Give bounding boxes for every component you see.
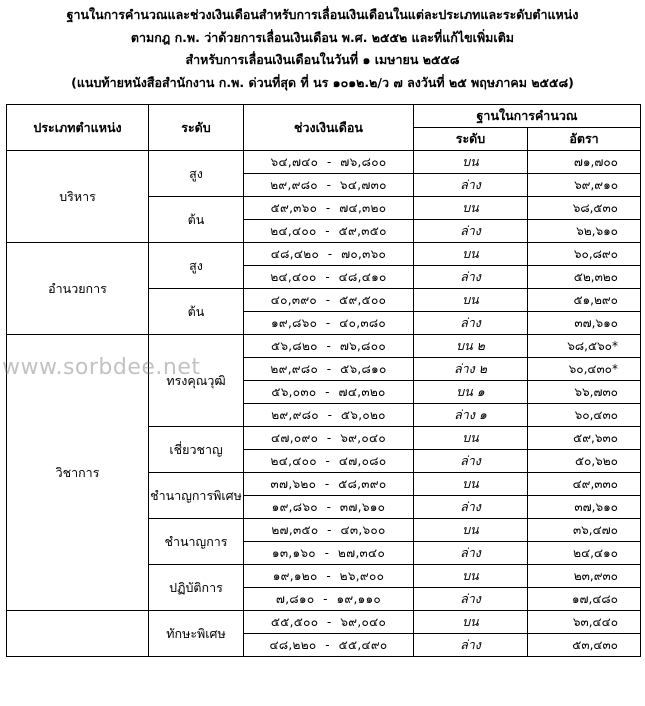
header-line-1: ฐานในการคำนวณและช่วงเงินเดือนสำหรับการเลื่อนเงินเดือนในแต่ละประเภทและระดับตำแหน่ง [66,7,579,22]
range-to: ๕๕,๔๙๐ [338,637,388,652]
basis-rate-cell: ๖๓,๔๔๐ [528,611,641,634]
range-from: ๔๗,๐๙๐ [271,430,319,445]
range-separator: - [326,177,332,192]
range-from: ๑๙,๘๖๐ [271,499,318,514]
range-to: ๗๔,๓๒๐ [339,200,387,215]
col-header-type: ประเภทตำแหน่ง [7,105,149,151]
position-level-cell: ต้น [149,289,244,335]
basis-rate-cell: ๔๙,๓๓๐ [528,473,641,496]
basis-rate-cell: ๗๑,๗๐๐ [528,151,641,174]
salary-range-cell [244,473,414,496]
salary-range-cell [244,450,414,473]
position-level-cell: ทรงคุณวุฒิ [149,335,244,427]
range-to: ๑๙,๑๑๐ [336,591,382,606]
basis-level-cell: บน ๑ [414,381,528,404]
basis-rate-cell: ๖๖,๗๓๐ [528,381,641,404]
basis-rate-cell: ๖๒,๖๑๐ [528,220,641,243]
range-separator: - [326,338,332,353]
range-from: ๒๔,๔๐๐ [270,269,317,284]
range-to: ๕๖,๐๒๐ [340,407,386,422]
header-line-2: ตามกฎ ก.พ. ว่าด้วยการเลื่อนเงินเดือน พ.ศ. ๒๕๕๒ และที่แก้ไขเพิ่มเติม [130,29,515,45]
position-level-cell: สูง [149,151,244,197]
range-separator: - [327,614,332,629]
table-body [7,151,641,657]
basis-level-cell: ล่าง [414,174,528,197]
basis-level-cell: บน [414,427,528,450]
range-from: ๔๘,๒๒๐ [269,637,317,652]
range-separator: - [326,430,332,445]
col-header-basis-level: ระดับ [414,128,528,151]
basis-level-cell: บน ๒ [414,335,528,358]
range-from: ๕๙,๓๖๐ [270,200,318,215]
range-to: ๒๗,๓๔๐ [337,545,386,560]
salary-range-cell [244,542,414,565]
salary-range-cell [244,381,414,404]
range-from: ๗,๘๑๐ [275,591,315,606]
range-separator: - [325,200,331,215]
range-separator: - [327,407,333,422]
range-separator: - [326,154,332,169]
salary-range-cell [244,519,414,542]
range-separator: - [325,269,330,284]
range-separator: - [325,315,331,330]
range-to: ๗๔,๓๒๐ [338,384,386,399]
position-level-cell: ชำนาญการพิเศษ [149,473,244,519]
range-from: ๕๖,๐๓๐ [271,384,317,399]
range-from: ๔๘,๔๒๐ [270,246,320,261]
range-separator: - [325,223,330,238]
range-from: ๒๔,๔๐๐ [270,453,317,468]
col-header-basis: ฐานในการคำนวณ [414,105,641,128]
position-level-cell: ทักษะพิเศษ [149,611,244,657]
range-from: ๕๕,๕๐๐ [270,614,319,629]
basis-level-cell: บน [414,611,528,634]
basis-rate-cell: ๖๙,๙๑๐ [528,174,641,197]
range-from: ๕๖,๘๒๐ [271,338,318,353]
basis-level-cell: ล่าง [414,450,528,473]
range-separator: - [324,476,330,491]
basis-rate-cell: ๕๑,๒๙๐ [528,289,641,312]
watermark: www.sorbdee.net [2,355,201,380]
range-from: ๔๐,๓๙๐ [270,292,318,307]
range-to: ๕๙,๕๐๐ [339,292,387,307]
basis-level-cell: ล่าง [414,496,528,519]
basis-rate-cell: ๒๔,๔๑๐ [528,542,641,565]
salary-table [6,104,641,657]
basis-level-cell: ล่าง [414,312,528,335]
table-row [7,335,641,358]
range-from: ๒๙,๙๘๐ [271,407,319,422]
range-to: ๖๙,๐๔๐ [340,430,386,445]
basis-rate-cell: ๓๗,๖๑๐ [528,312,641,335]
table-header [7,105,641,151]
range-separator: - [325,384,330,399]
salary-range-cell [244,312,414,335]
range-to: ๕๖,๘๑๐ [340,361,387,376]
range-from: ๓๗,๖๒๐ [270,476,317,491]
basis-rate-cell: ๕๒,๓๒๐ [528,266,641,289]
basis-rate-cell: ๖๐,๘๙๐ [528,243,641,266]
range-to: ๗๐,๓๖๐ [341,246,387,261]
basis-level-cell: บน [414,243,528,266]
salary-range-cell [244,427,414,450]
position-type-cell [7,611,149,657]
range-separator: - [325,292,331,307]
position-type-cell: บริหาร [7,151,149,243]
table-row [7,243,641,266]
salary-range-cell [244,358,414,381]
range-from: ๒๔,๔๐๐ [270,223,317,238]
salary-range-cell [244,197,414,220]
basis-level-cell: ล่าง [414,220,528,243]
salary-range-cell [244,151,414,174]
range-separator: - [324,545,330,560]
position-level-cell: เชี่ยวชาญ [149,427,244,473]
basis-rate-cell: ๖๐,๔๓๐ [528,404,641,427]
basis-level-cell: ล่าง [414,542,528,565]
range-separator: - [323,591,328,606]
position-level-cell: ต้น [149,197,244,243]
range-separator: - [326,361,332,376]
salary-range-cell [244,611,414,634]
basis-level-cell: บน [414,151,528,174]
range-from: ๒๙,๙๘๐ [270,177,318,192]
range-separator: - [327,246,333,261]
range-to: ๔๘,๔๑๐ [338,269,387,284]
basis-level-cell: ล่าง [414,634,528,657]
basis-rate-cell: ๖๘,๕๖๐* [528,335,641,358]
range-to: ๒๖,๙๐๐ [339,568,385,583]
salary-range-cell [244,634,414,657]
document-header [0,4,645,94]
range-to: ๓๗,๖๑๐ [339,499,386,514]
basis-level-cell: ล่าง ๑ [414,404,528,427]
range-to: ๗๖,๘๐๐ [340,154,387,169]
range-from: ๑๙,๘๖๐ [270,315,318,330]
table-row [7,151,641,174]
range-to: ๔๗,๐๘๐ [338,453,387,468]
basis-level-cell: บน [414,519,528,542]
basis-level-cell: บน [414,473,528,496]
col-header-range: ช่วงเงินเดือน [244,105,414,151]
position-level-cell: ปฏิบัติการ [149,565,244,611]
basis-level-cell: บน [414,197,528,220]
position-level-cell: สูง [149,243,244,289]
range-separator: - [325,637,330,652]
salary-range-cell [244,266,414,289]
salary-range-cell [244,404,414,427]
range-to: ๖๙,๐๔๐ [340,614,387,629]
range-from: ๒๗,๓๕๐ [271,522,319,537]
range-to: ๕๙,๓๕๐ [338,223,387,238]
salary-range-cell [244,289,414,312]
range-to: ๔๐,๓๘๐ [339,315,387,330]
header-line-4: (แนบท้ายหนังสือสำนักงาน ก.พ. ด่วนที่สุด ที่ นร ๑๐๑๒.๒/ว ๗ ลงวันที่ ๒๕ พฤษภาคม ๒๕๕๘) [71,74,574,90]
range-separator: - [326,568,331,583]
salary-range-cell [244,565,414,588]
salary-range-cell [244,496,414,519]
range-separator: - [327,522,332,537]
col-header-basis-rate: อัตรา [528,128,641,151]
basis-level-cell: ล่าง ๒ [414,358,528,381]
range-separator: - [326,499,332,514]
col-header-level: ระดับ [149,105,244,151]
basis-rate-cell: ๕๙,๖๓๐ [528,427,641,450]
basis-rate-cell: ๑๗,๔๘๐ [528,588,641,611]
basis-level-cell: ล่าง [414,588,528,611]
basis-rate-cell: ๓๖,๔๗๐ [528,519,641,542]
header-line-3: สำหรับการเลื่อนเงินเดือนในวันที่ ๑ เมษายน ๒๕๕๘ [185,52,460,67]
range-to: ๕๘,๓๙๐ [338,476,387,491]
basis-rate-cell: ๓๗,๖๑๐ [528,496,641,519]
range-from: ๑๙,๑๒๐ [272,568,318,583]
basis-level-cell: บน [414,565,528,588]
range-to: ๖๔,๗๓๐ [339,177,387,192]
range-from: ๖๔,๗๔๐ [270,154,319,169]
basis-level-cell: ล่าง [414,266,528,289]
range-from: ๒๙,๙๘๐ [270,361,319,376]
range-separator: - [325,453,331,468]
position-type-cell: วิชาการ [7,335,149,611]
position-type-cell: อำนวยการ [7,243,149,335]
salary-range-cell [244,243,414,266]
basis-rate-cell: ๖๐,๔๓๐* [528,358,641,381]
basis-level-cell: บน [414,289,528,312]
basis-rate-cell: ๕๓,๔๓๐ [528,634,641,657]
basis-rate-cell: ๖๘,๕๓๐ [528,197,641,220]
range-from: ๑๓,๑๖๐ [271,545,316,560]
position-level-cell: ชำนาญการ [149,519,244,565]
basis-rate-cell: ๕๐,๖๒๐ [528,450,641,473]
range-to: ๗๖,๘๐๐ [339,338,386,353]
salary-range-cell [244,335,414,358]
salary-range-cell [244,588,414,611]
basis-rate-cell: ๒๓,๙๓๐ [528,565,641,588]
salary-range-cell [244,220,414,243]
range-to: ๔๓,๖๐๐ [340,522,386,537]
table-row [7,611,641,634]
salary-range-cell [244,174,414,197]
